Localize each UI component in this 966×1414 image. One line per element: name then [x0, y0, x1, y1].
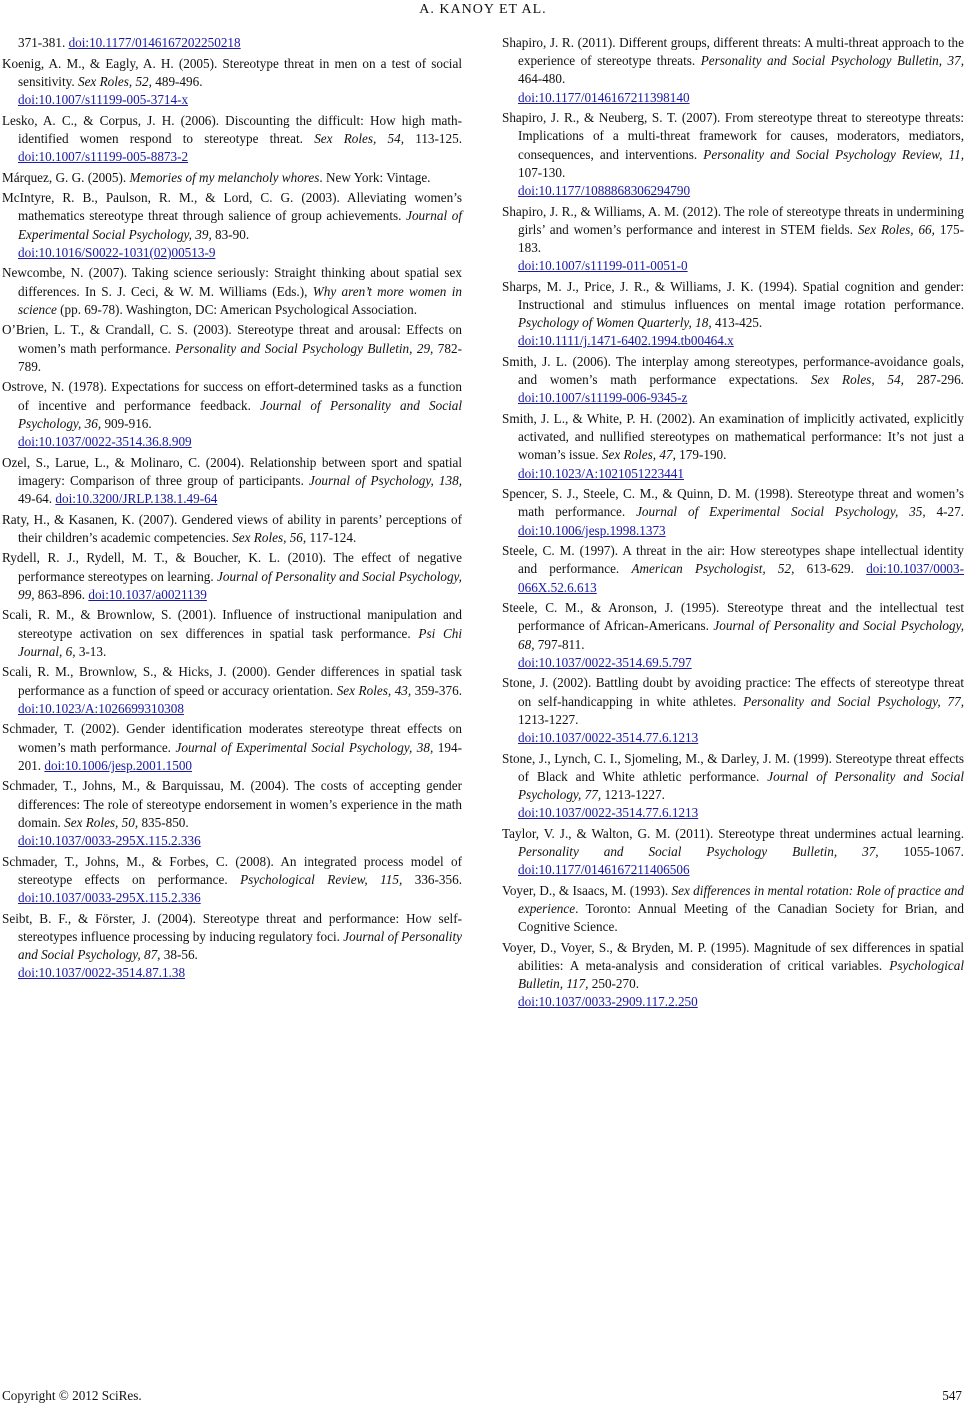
reference-entry	[502, 203, 964, 276]
reference-text: Schmader, T., Johns, M., & Barquissau, M. (2004). The costs of accepting gender differences: The role of stereotype endorsement in women’s experience in the math domain.	[2, 778, 462, 830]
reference-source: Journal of Experimental Social Psychology, 39,	[18, 208, 462, 242]
doi-link[interactable]: doi:10.1177/0146167202250218	[68, 35, 241, 50]
copyright-notice: Copyright © 2012 SciRes.	[2, 1388, 142, 1403]
reference-text: Sharps, M. J., Price, J. R., & Williams, J. K. (1994). Spatial cognition and gender: Instructional and stimulus influences on mental image rotation performance.	[502, 278, 964, 313]
reference-source: Sex Roles, 66,	[857, 221, 935, 237]
reference-entry	[2, 169, 462, 187]
reference-entry	[502, 542, 964, 597]
reference-pages: 107-130.	[518, 164, 566, 180]
reference-pages: 3-13.	[75, 643, 107, 659]
reference-text: Voyer, D., & Isaacs, M. (1993).	[502, 882, 672, 898]
reference-text: Stone, J., Lynch, C. I., Sjomeling, M., & Darley, J. M. (1999). Stereotype threat effects of Black and White athletic performance.	[502, 750, 964, 784]
reference-text: Ozel, S., Larue, L., & Molinaro, C. (2004). Relationship between sport and spatial imagery: Comparison of three group of participants.	[2, 454, 462, 488]
doi-line	[518, 332, 964, 350]
reference-source: Journal of Personality and Social Psychology, 99,	[18, 568, 462, 602]
doi-line	[18, 964, 462, 982]
reference-pages: . Toronto: Annual Meeting of the Canadian Society for Brian, and Cognitive Science.	[518, 901, 964, 935]
reference-text: McIntyre, R. B., Paulson, R. M., & Lord, C. G. (2003). Alleviating women’s mathematics stereotype threat through salience of group achievements.	[2, 190, 462, 224]
reference-entry	[502, 939, 964, 1012]
reference-text: Márquez, G. G. (2005).	[2, 169, 130, 185]
reference-text: 371-381.	[18, 35, 69, 50]
reference-source: Memories of my melancholy whores	[129, 169, 320, 185]
reference-pages: 797-811.	[534, 636, 585, 652]
reference-entry	[2, 55, 462, 110]
running-head: A. KANOY ET AL.	[419, 2, 547, 17]
page-footer	[2, 1388, 962, 1404]
doi-link[interactable]: doi:10.1177/0146167211398140	[518, 89, 690, 105]
reference-entry	[502, 485, 964, 540]
reference-pages: 287-296.	[903, 372, 964, 388]
reference-source: Personality and Social Psychology Bulletin, 37,	[518, 844, 879, 860]
reference-entry	[2, 189, 462, 262]
doi-link[interactable]: doi:10.1007/s11199-005-3714-x	[18, 92, 189, 107]
doi-link[interactable]: doi:10.1037/0022-3514.77.6.1213	[518, 805, 699, 821]
reference-text: Taylor, V. J., & Walton, G. M. (2011). Stereotype threat undermines actual learning.	[502, 825, 964, 841]
doi-link[interactable]: doi:10.1037/0033-2909.117.2.250	[518, 994, 698, 1010]
reference-source: Psi Chi Journal, 6,	[18, 625, 463, 659]
reference-pages: 1213-1227.	[518, 711, 579, 727]
reference-text: Shapiro, J. R. (2011). Different groups, different threats: A multi-threat approach to the experience of stereotype threats.	[502, 35, 964, 69]
reference-source: Personality and Social Psychology Bulletin, 29,	[175, 340, 434, 356]
reference-entry	[2, 663, 462, 718]
doi-link[interactable]: doi:10.1037/0003-066X.52.6.613	[518, 561, 964, 595]
reference-source: Psychological Review, 115,	[240, 871, 403, 887]
reference-text: Lesko, A. C., & Corpus, J. H. (2006). Discounting the difficult: How high math-identified women respond to stereotype threat.	[2, 112, 462, 146]
reference-pages: 38-56.	[160, 947, 198, 962]
reference-pages: . New York: Vintage.	[319, 169, 431, 185]
reference-text: Scali, R. M., Brownlow, S., & Hicks, J. (2000). Gender differences in spatial task performance as a function of speed or accuracy orientation.	[2, 664, 462, 698]
reference-source: Journal of Psychology, 138,	[308, 472, 462, 488]
doi-line	[518, 804, 964, 822]
reference-source: Sex Roles, 56,	[232, 529, 307, 545]
reference-entry	[502, 34, 964, 107]
reference-entry	[2, 112, 462, 167]
doi-link[interactable]: doi:10.3200/JRLP.138.1.49-64	[55, 491, 218, 506]
doi-line	[518, 89, 964, 107]
reference-text: Ostrove, N. (1978). Expectations for success on effort-determined tasks as a function of incentive and performance feedback.	[2, 379, 462, 413]
doi-line	[518, 182, 964, 200]
reference-entry	[2, 910, 462, 983]
doi-line	[18, 244, 462, 262]
doi-link[interactable]: doi:10.1006/jesp.2001.1500	[44, 757, 193, 773]
reference-entry	[502, 674, 964, 747]
doi-line	[518, 729, 964, 747]
reference-entry	[2, 378, 462, 451]
reference-pages: 835-850.	[138, 814, 189, 830]
doi-link[interactable]: doi:10.1016/S0022-1031(02)00513-9	[18, 244, 216, 260]
reference-pages: 194-201.	[18, 739, 462, 773]
doi-link[interactable]: doi:10.1177/0146167211406506	[518, 862, 690, 878]
reference-pages: 179-190.	[675, 447, 727, 463]
doi-link[interactable]: doi:10.1007/s11199-005-8873-2	[18, 149, 189, 164]
reference-entry	[502, 353, 964, 408]
reference-source: Journal of Experimental Social Psychology, 35,	[636, 504, 926, 520]
reference-pages: (pp. 69-78). Washington, DC: American Psychological Association.	[56, 301, 418, 317]
reference-source: American Psychologist, 52,	[631, 561, 795, 577]
reference-pages: 117-124.	[306, 529, 357, 545]
reference-pages: 49-64.	[18, 491, 56, 506]
reference-pages: 413-425.	[711, 315, 763, 331]
doi-line	[518, 993, 964, 1011]
reference-pages: 782-789.	[18, 340, 462, 374]
reference-pages: 175-183.	[518, 221, 964, 256]
doi-link[interactable]: doi:10.1037/a0021139	[88, 586, 207, 602]
reference-source: Sex Roles, 50,	[64, 814, 139, 830]
doi-line	[18, 91, 462, 109]
reference-entry	[2, 454, 462, 509]
reference-entry	[2, 321, 462, 376]
reference-pages: 1213-1227.	[601, 787, 665, 803]
reference-source: Sex Roles, 54,	[810, 372, 904, 388]
reference-pages: 909-916.	[101, 415, 152, 431]
reference-source: Personality and Social Psychology Bulletin, 37,	[700, 53, 964, 69]
reference-pages: 250-270.	[588, 976, 640, 992]
reference-entry	[2, 549, 462, 604]
reference-source: Sex Roles, 47,	[601, 447, 676, 463]
reference-text: Newcombe, N. (2007). Taking science seriously: Straight thinking about spatial sex differences. In S. J. Ceci, & W. M. Williams (Eds.),	[2, 265, 462, 299]
reference-text: Smith, J. L. (2006). The interplay among stereotypes, performance-avoidance goals, and women’s math performance expectations.	[502, 354, 964, 388]
reference-text: Stone, J. (2002). Battling doubt by avoiding practice: The effects of stereotype threat on self-handicapping in white athletes.	[502, 675, 964, 709]
reference-pages: 863-896.	[34, 586, 89, 602]
reference-pages: 83-90.	[211, 226, 250, 242]
doi-link[interactable]: doi:10.1007/s11199-006-9345-z	[518, 390, 688, 406]
reference-pages: 464-480.	[518, 71, 566, 87]
reference-source: Sex Roles, 54,	[314, 130, 405, 146]
doi-line	[518, 257, 964, 275]
reference-text: Steele, C. M. (1997). A threat in the air: How stereotypes shape intellectual identity and performance.	[502, 543, 964, 577]
doi-link[interactable]: doi:10.1037/0033-295X.115.2.336	[18, 890, 201, 905]
references-left-column	[2, 34, 462, 985]
reference-text: O’Brien, L. T., & Crandall, C. S. (2003). Stereotype threat and arousal: Effects on women’s math performance.	[2, 322, 462, 356]
reference-entry	[2, 720, 462, 775]
doi-link[interactable]: doi:10.1023/A:1021051223441	[518, 465, 684, 481]
doi-line	[18, 832, 462, 850]
doi-line	[18, 433, 462, 451]
reference-entry	[2, 606, 462, 661]
reference-source: Why aren’t more women in science	[18, 283, 462, 317]
reference-text: Shapiro, J. R., & Neuberg, S. T. (2007). From stereotype threat to stereotype threats: Implications of a multi-threat framework for causes, moderators, mediators, consequences, and interventions.	[502, 110, 964, 162]
reference-entry	[2, 853, 462, 908]
reference-text: Spencer, S. J., Steele, C. M., & Quinn, D. M. (1998). Stereotype threat and women’s math performance.	[502, 486, 964, 520]
reference-text: Scali, R. M., & Brownlow, S. (2001). Influence of instructional manipulation and stereotype activation on sex differences in spatial task performance.	[2, 607, 462, 641]
reference-source: Personality and Social Psychology Review, 11,	[703, 146, 964, 162]
doi-link[interactable]: doi:10.1037/0033-295X.115.2.336	[18, 833, 201, 848]
reference-source: Journal of Experimental Social Psychology, 38,	[175, 739, 434, 755]
doi-link[interactable]: doi:10.1037/0022-3514.87.1.38	[18, 965, 186, 981]
reference-pages: 4-27.	[925, 504, 964, 520]
reference-pages: 1055-1067.	[878, 844, 964, 860]
reference-pages: 336-356.	[402, 871, 462, 887]
reference-entry	[502, 825, 964, 880]
reference-text: Seibt, B. F., & Förster, J. (2004). Stereotype threat and performance: How self-stereotypes influence processing by inducing regulatory foci.	[2, 910, 462, 944]
reference-entry	[502, 410, 964, 483]
reference-text: Shapiro, J. R., & Williams, A. M. (2012). The role of stereotype threats in undermining girls’ and women’s performance and interest in STEM fields.	[502, 203, 964, 237]
reference-text: Steele, C. M., & Aronson, J. (1995). Stereotype threat and the intellectual test performance of African-Americans.	[502, 600, 964, 634]
reference-source: Journal of Personality and Social Psychology, 36,	[18, 397, 463, 431]
doi-link[interactable]: doi:10.1037/0022-3514.36.8.909	[18, 434, 192, 449]
references-right-column	[502, 34, 964, 1014]
reference-text: Koenig, A. M., & Eagly, A. H. (2005). Stereotype threat in men on a test of social sensitivity.	[2, 55, 462, 89]
reference-source: Sex differences in mental rotation: Role of practice and experience	[518, 882, 964, 917]
reference-entry	[2, 777, 462, 850]
page-number: 547	[942, 1388, 962, 1403]
reference-source: Psychological Bulletin, 117,	[518, 958, 964, 992]
doi-link[interactable]: doi:10.1111/j.1471-6402.1994.tb00464.x	[518, 333, 734, 349]
reference-entry	[502, 109, 964, 200]
doi-link[interactable]: doi:10.1037/0022-3514.77.6.1213	[518, 730, 699, 746]
reference-pages: 613-629.	[794, 561, 867, 577]
reference-source: Psychology of Women Quarterly, 18,	[518, 315, 712, 331]
doi-link[interactable]: doi:10.1006/jesp.1998.1373	[518, 522, 666, 538]
reference-entry	[502, 599, 964, 672]
reference-entry	[502, 750, 964, 823]
doi-link[interactable]: doi:10.1023/A:1026699310308	[18, 700, 184, 716]
reference-entry	[2, 34, 462, 52]
reference-source: Journal of Personality and Social Psychology, 87,	[18, 928, 462, 962]
doi-link[interactable]: doi:10.1177/1088868306294790	[518, 183, 691, 199]
doi-link[interactable]: doi:10.1037/0022-3514.69.5.797	[518, 654, 692, 670]
doi-line	[518, 465, 964, 483]
reference-text: Raty, H., & Kasanen, K. (2007). Gendered views of ability in parents’ perceptions of their children’s academic competencies.	[2, 511, 462, 545]
reference-entry	[502, 882, 964, 937]
reference-text: Smith, J. L., & White, P. H. (2002). An examination of implicitly activated, explicitly activated, and nullified stereotypes on mathematical performance: It’s not just a woman’s issue.	[502, 411, 964, 463]
reference-pages: 113-125.	[404, 130, 462, 146]
reference-source: Journal of Personality and Social Psychology, 77,	[518, 768, 964, 803]
reference-text: Schmader, T., Johns, M., & Forbes, C. (2008). An integrated process model of stereotype effects on performance.	[2, 853, 462, 887]
reference-source: Sex Roles, 43,	[336, 682, 412, 698]
reference-source: Personality and Social Psychology, 77,	[743, 693, 964, 709]
reference-text: Schmader, T. (2002). Gender identification moderates stereotype threat effects on women’s math performance.	[2, 721, 462, 755]
reference-pages: 489-496.	[151, 73, 203, 89]
reference-source: Journal of Personality and Social Psychology, 68,	[518, 618, 965, 652]
reference-entry	[2, 264, 462, 319]
reference-text: Voyer, D., Voyer, S., & Bryden, M. P. (1995). Magnitude of sex differences in spatial abilities: A meta-analysis and consideration of critical variables.	[502, 939, 964, 974]
reference-entry	[2, 511, 462, 547]
doi-link[interactable]: doi:10.1007/s11199-011-0051-0	[518, 258, 688, 274]
reference-source: Sex Roles, 52,	[77, 73, 152, 89]
doi-line	[518, 654, 964, 672]
reference-entry	[502, 278, 964, 351]
reference-pages: 359-376.	[411, 682, 462, 698]
reference-text: Rydell, R. J., Rydell, M. T., & Boucher, K. L. (2010). The effect of negative performance stereotypes on learning.	[2, 550, 462, 584]
